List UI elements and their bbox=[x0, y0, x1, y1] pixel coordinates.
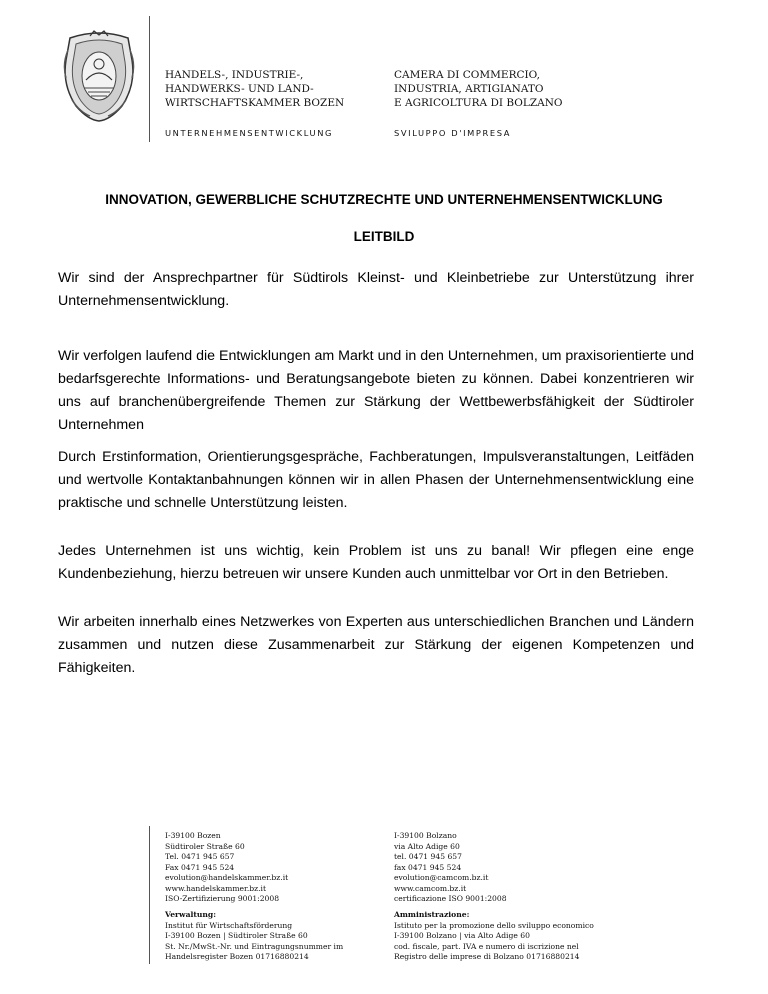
footer-website-link[interactable]: www.camcom.bz.it bbox=[394, 883, 467, 893]
footer-line: I-39100 Bolzano | via Alto Adige 60 bbox=[394, 931, 530, 940]
chamber-seal-logo bbox=[60, 30, 138, 122]
footer-line: Fax 0471 945 524 bbox=[165, 862, 235, 872]
body-paragraph: Jedes Unternehmen ist uns wichtig, kein Problem ist uns zu banal! Wir pflegen eine enge Kundenbeziehung, hierzu betreuen wir unsere Kunden auch unmittelbar vor Ort in den Betrieben. bbox=[58, 543, 694, 582]
footer-line: tel. 0471 945 657 bbox=[394, 852, 462, 861]
header-divider-line bbox=[149, 16, 150, 142]
footer-divider-line bbox=[149, 826, 150, 964]
body-paragraph: Wir verfolgen laufend die Entwicklungen am Markt und in den Unternehmen, um praxisorientierte und bedarfsgerechte Informations- und Beratungsangebote bieten zu können. Dabei konzentrieren wir uns auf branchenübergreifende Themen zur Stärkung der Wettbewerbsfähigkeit der Südtiroler Unternehmen bbox=[58, 348, 694, 433]
footer-line: Tel. 0471 945 657 bbox=[165, 852, 235, 861]
header-line: CAMERA DI COMMERCIO, bbox=[394, 69, 540, 81]
footer-line: Registro delle imprese di Bolzano 01716880214 bbox=[394, 952, 580, 961]
footer-line: Institut für Wirtschaftsförderung bbox=[165, 920, 293, 930]
header-line: WIRTSCHAFTSKAMMER BOZEN bbox=[165, 97, 345, 109]
body-paragraph: Durch Erstinformation, Orientierungsgespräche, Fachberatungen, Impulsveranstaltungen, Leitfäden und wertvolle Kontaktanbahnungen können wir in allen Phasen der Unternehmensentwicklung eine praktische und schnelle Unterstützung leisten. bbox=[58, 449, 694, 511]
footer-line: I-39100 Bozen | Südtiroler Straße 60 bbox=[165, 931, 308, 940]
footer-admin-label: Amministrazione: bbox=[394, 910, 470, 919]
footer-line: I-39100 Bolzano bbox=[394, 831, 457, 840]
footer-line: via Alto Adige 60 bbox=[394, 841, 460, 851]
footer-address-de bbox=[165, 831, 288, 905]
footer-line: cod. fiscale, part. IVA e numero di iscrizione nel bbox=[394, 941, 579, 951]
document-subtitle: LEITBILD bbox=[353, 229, 415, 244]
header-line: INDUSTRIA, ARTIGIANATO bbox=[394, 83, 544, 95]
footer-website-link[interactable]: www.handelskammer.bz.it bbox=[165, 883, 266, 893]
header-line: E AGRICOLTURA DI BOLZANO bbox=[394, 97, 563, 109]
footer-line: St. Nr./MwSt.-Nr. und Eintragungsnummer im bbox=[165, 941, 344, 951]
footer-address-it bbox=[394, 831, 507, 905]
footer-administration-de bbox=[165, 910, 343, 963]
department-name-it: SVILUPPO D'IMPRESA bbox=[394, 128, 512, 138]
footer-admin-label: Verwaltung: bbox=[165, 910, 217, 919]
footer-line: Istituto per la promozione dello sviluppo economico bbox=[394, 920, 594, 930]
body-paragraph: Wir sind der Ansprechpartner für Südtirols Kleinst- und Kleinbetriebe zur Unterstützung ihrer Unternehmensentwicklung. bbox=[58, 270, 694, 309]
footer-email-link[interactable]: evolution@camcom.bz.it bbox=[394, 873, 489, 882]
header-chamber-name-de bbox=[165, 68, 344, 110]
body-paragraph: Wir arbeiten innerhalb eines Netzwerkes von Experten aus unterschiedlichen Branchen und Ländern zusammen und nutzen diese Zusammenarbeit zur Stärkung der eigenen Kompetenzen und Fähigkeiten. bbox=[58, 614, 694, 676]
footer-line: fax 0471 945 524 bbox=[394, 862, 462, 872]
footer-line: Handelsregister Bozen 01716880214 bbox=[165, 952, 309, 961]
header-line: HANDELS-, INDUSTRIE-, bbox=[165, 69, 304, 81]
footer-line: Südtiroler Straße 60 bbox=[165, 841, 245, 851]
footer-line: I-39100 Bozen bbox=[165, 831, 221, 840]
department-name-de: UNTERNEHMENSENTWICKLUNG bbox=[165, 128, 334, 138]
header-line: HANDWERKS- UND LAND- bbox=[165, 83, 314, 95]
footer-administration-it bbox=[394, 910, 594, 963]
footer-line: ISO-Zertifizierung 9001:2008 bbox=[165, 894, 280, 903]
footer-line: certificazione ISO 9001:2008 bbox=[394, 894, 507, 903]
document-title: INNOVATION, GEWERBLICHE SCHUTZRECHTE UND UNTERNEHMENSENTWICKLUNG bbox=[105, 192, 663, 207]
header-chamber-name-it bbox=[394, 68, 563, 110]
footer-email-link[interactable]: evolution@handelskammer.bz.it bbox=[165, 873, 289, 882]
